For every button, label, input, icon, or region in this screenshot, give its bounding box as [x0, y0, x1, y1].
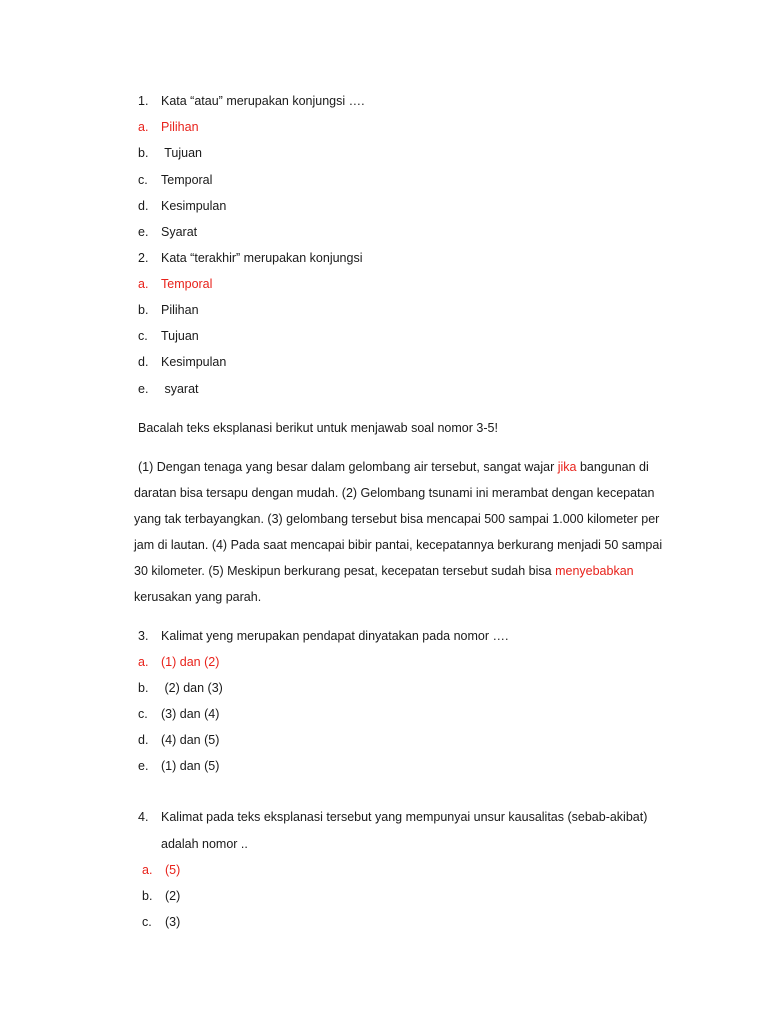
question-text: Kalimat yeng merupakan pendapat dinyatakan pada nomor …. — [161, 629, 509, 643]
question-text: Kalimat pada teks eksplanasi tersebut yang mempunyai unsur kausalitas (sebab-akibat) — [161, 810, 648, 824]
option-text: (2) dan (3) — [161, 681, 223, 695]
option-label: b. — [138, 681, 149, 695]
option-label: d. — [138, 355, 149, 369]
option-text: (1) dan (5) — [161, 759, 220, 773]
question-number: 1. — [138, 94, 149, 108]
option-text: Tujuan — [161, 146, 203, 160]
option-text: Syarat — [161, 225, 198, 239]
option-label: c. — [142, 915, 152, 929]
option-text: Pilihan — [161, 120, 199, 134]
passage-line-2: daratan bisa tersapu dengan mudah. (2) Gelombang tsunami ini merambat dengan kecepatan — [134, 486, 655, 500]
option-text: Kesimpulan — [161, 199, 227, 213]
option-label: a. — [142, 863, 153, 877]
instruction-text: Bacalah teks eksplanasi berikut untuk menjawab soal nomor 3-5! — [138, 421, 498, 435]
option-text: Temporal — [161, 173, 213, 187]
option-text: Pilihan — [161, 303, 199, 317]
option-label: e. — [138, 225, 149, 239]
question-text: adalah nomor .. — [161, 837, 248, 851]
question-number: 4. — [138, 810, 149, 824]
question-text: Kata “terakhir” merupakan konjungsi — [161, 251, 363, 265]
highlighted-word: menyebabkan — [555, 564, 634, 578]
passage-text: 30 kilometer. (5) Meskipun berkurang pesat, kecepatan tersebut sudah bisa — [134, 564, 556, 578]
option-label: c. — [138, 707, 148, 721]
passage-line-1 — [138, 460, 649, 474]
option-label: b. — [138, 146, 149, 160]
option-text: (5) — [165, 863, 181, 877]
question-number: 2. — [138, 251, 149, 265]
option-text: Kesimpulan — [161, 355, 227, 369]
option-text: Temporal — [161, 277, 213, 291]
passage-line-3: yang tak terbayangkan. (3) gelombang tersebut bisa mencapai 500 sampai 1.000 kilometer per — [134, 512, 660, 526]
option-text: Tujuan — [161, 329, 199, 343]
option-text: (2) — [165, 889, 181, 903]
question-text: Kata “atau” merupakan konjungsi …. — [161, 94, 365, 108]
option-text: (4) dan (5) — [161, 733, 220, 747]
highlighted-word: jika — [557, 460, 577, 474]
option-label: c. — [138, 173, 148, 187]
passage-line-4: jam di lautan. (4) Pada saat mencapai bibir pantai, kecepatannya berkurang menjadi 50 sampai — [134, 538, 663, 552]
option-text: syarat — [161, 382, 199, 396]
option-label: d. — [138, 733, 149, 747]
option-label: e. — [138, 759, 149, 773]
question-number: 3. — [138, 629, 149, 643]
option-text: (1) dan (2) — [161, 655, 220, 669]
passage-text: bangunan di — [576, 460, 649, 474]
passage-text: (1) Dengan tenaga yang besar dalam gelombang air tersebut, sangat wajar — [138, 460, 558, 474]
option-label: a. — [138, 655, 149, 669]
option-label: a. — [138, 277, 149, 291]
option-label: b. — [138, 303, 149, 317]
option-label: a. — [138, 120, 149, 134]
passage-line-5 — [134, 564, 634, 578]
option-text: (3) — [165, 915, 181, 929]
option-label: d. — [138, 199, 149, 213]
option-label: c. — [138, 329, 148, 343]
option-label: e. — [138, 382, 149, 396]
option-label: b. — [142, 889, 153, 903]
passage-line-6: kerusakan yang parah. — [134, 590, 262, 604]
option-text: (3) dan (4) — [161, 707, 220, 721]
